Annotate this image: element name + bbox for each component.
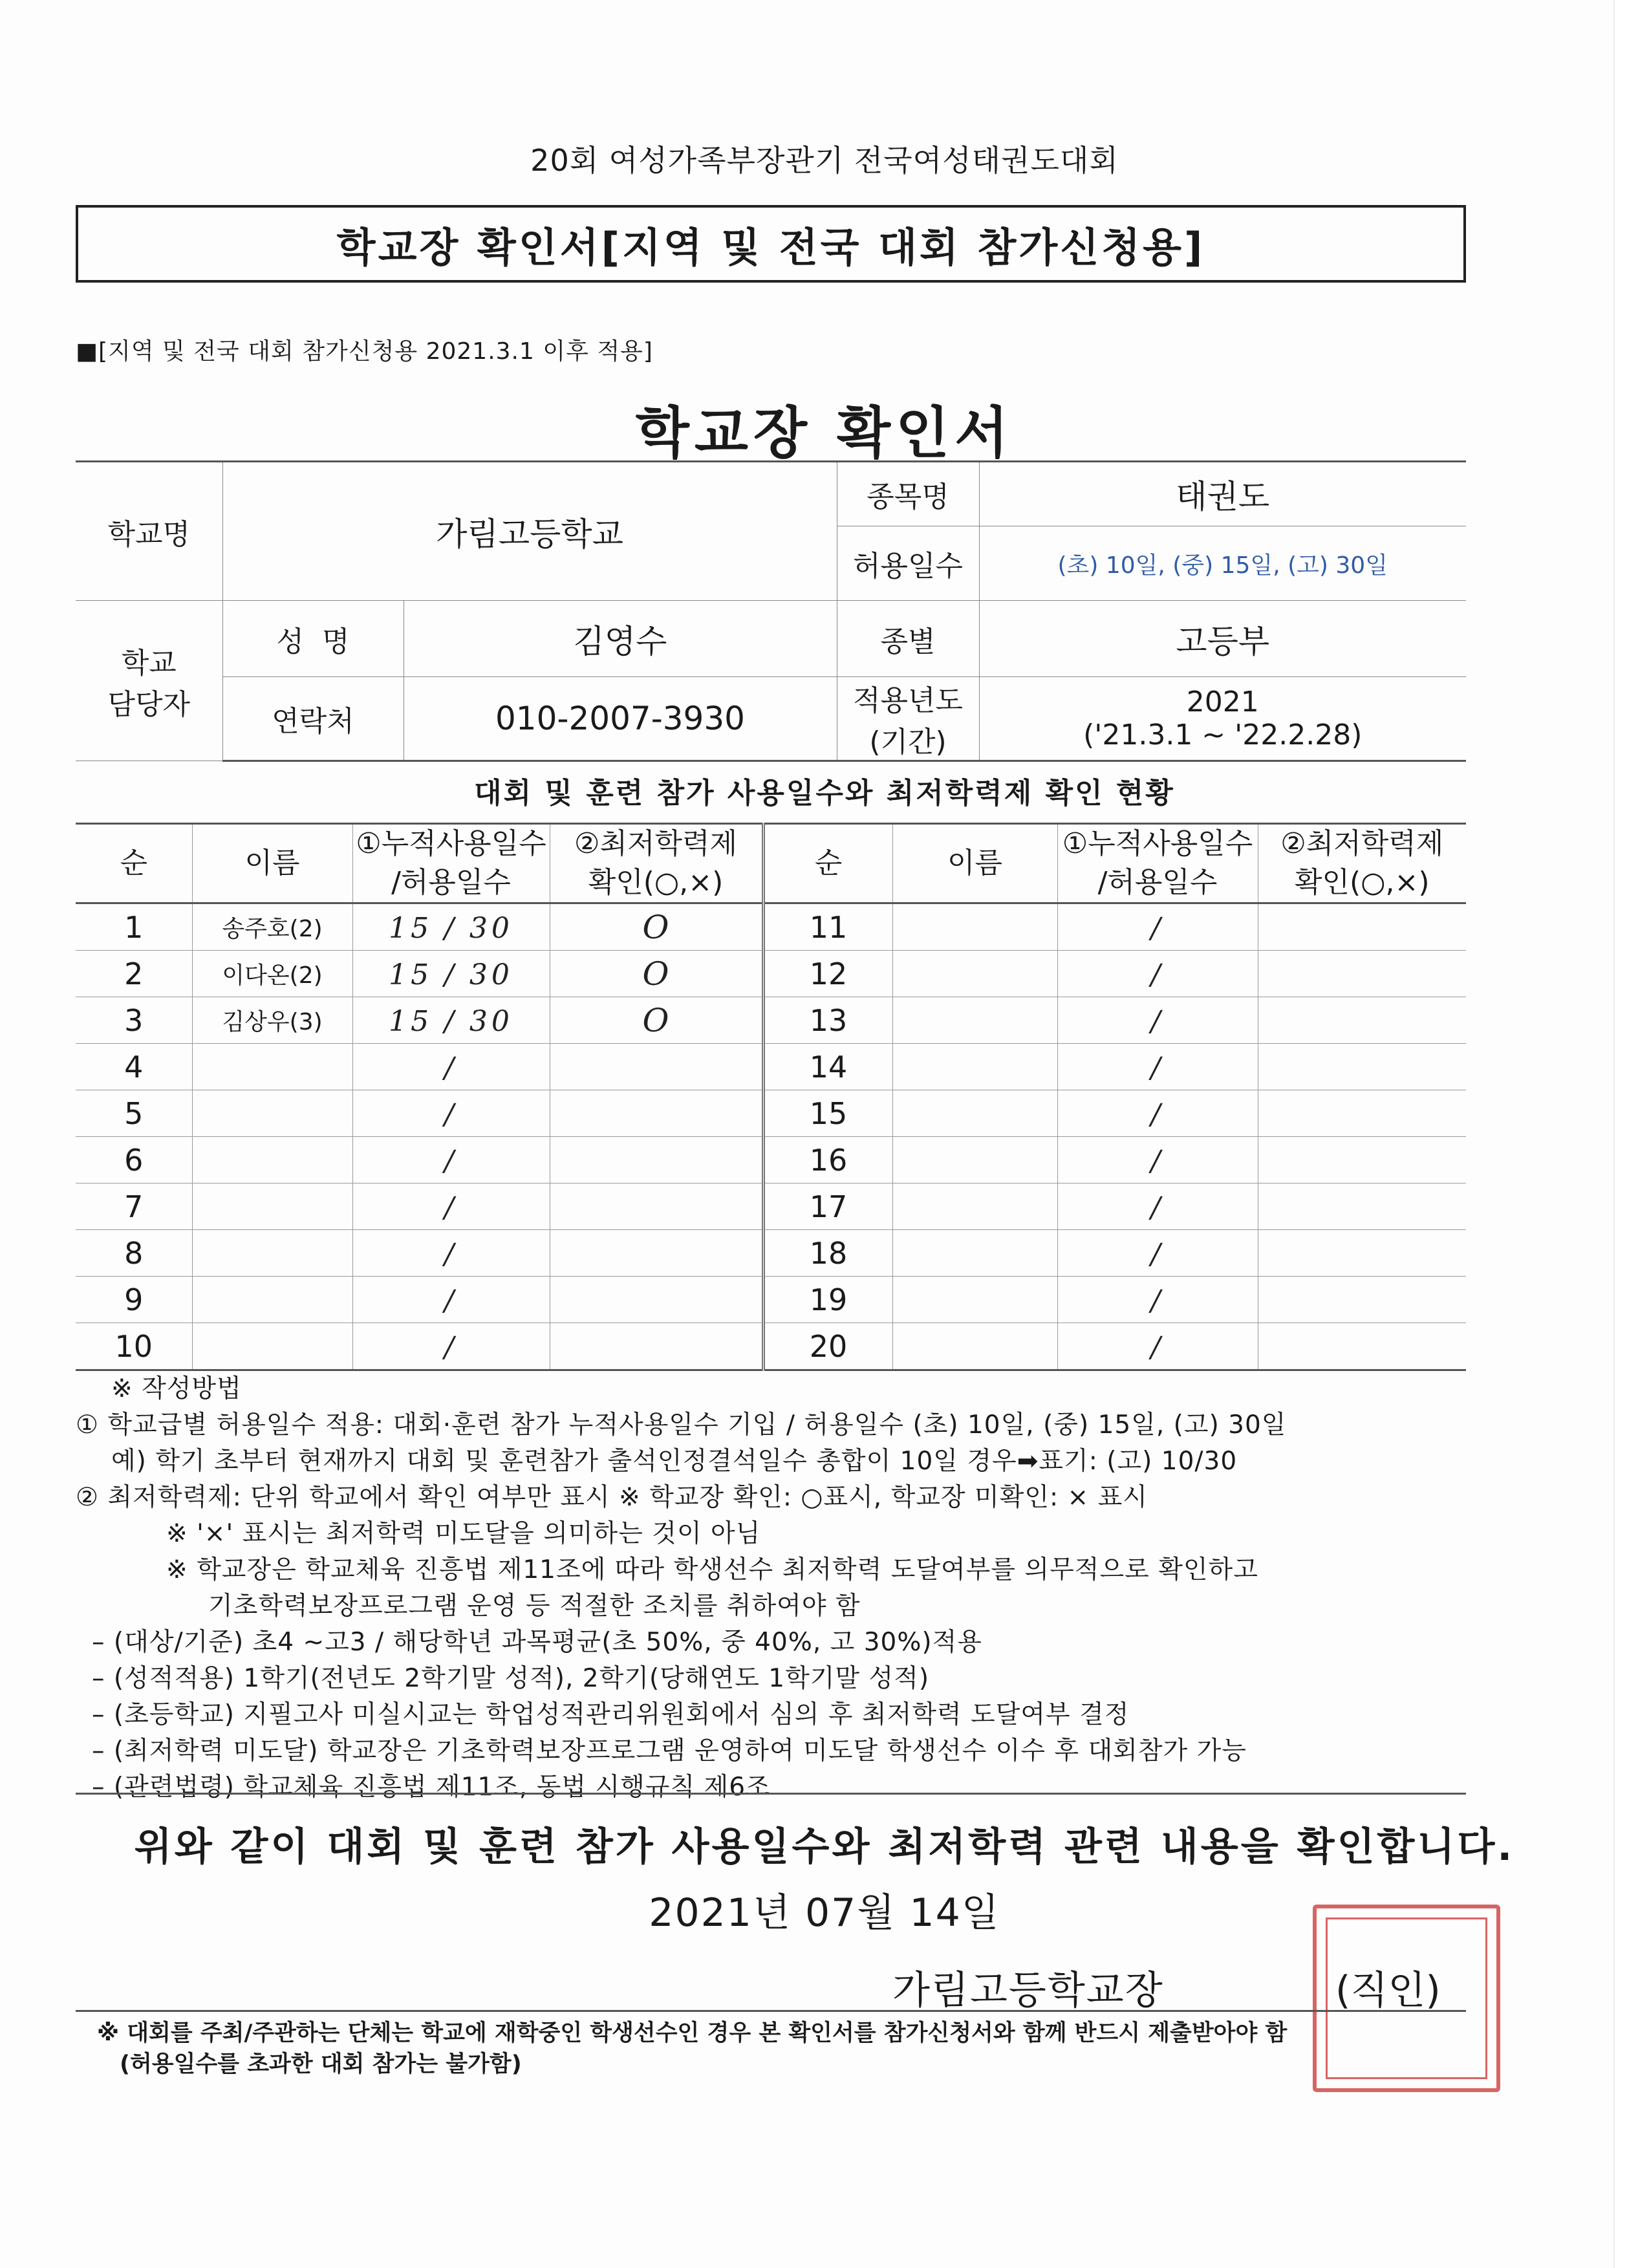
student-name	[892, 951, 1057, 997]
days-cell	[352, 903, 550, 951]
days-separator: /	[1150, 958, 1165, 991]
issue-date: 2021년 07월 14일	[649, 1890, 1000, 1936]
row-number: 19	[763, 1277, 892, 1323]
student-name	[892, 1323, 1057, 1370]
days-separator: /	[444, 1284, 458, 1317]
status-title: 대회 및 훈련 참가 사용일수와 최저학력제 확인 현황	[474, 777, 1175, 810]
student-name	[192, 1183, 352, 1230]
table-row	[76, 1230, 1466, 1277]
student-name	[192, 1090, 352, 1137]
year-value-line1: 2021	[1186, 686, 1259, 718]
days-separator: /	[444, 1237, 458, 1271]
days-cell	[1057, 1277, 1258, 1323]
allowed-days: 30	[469, 911, 513, 945]
days-cell	[1057, 1323, 1258, 1370]
academic-check	[550, 1277, 763, 1323]
year-value	[979, 677, 1466, 761]
used-days: 15	[389, 1004, 433, 1038]
school-value: 가림고등학교	[222, 462, 837, 601]
days-cell	[1057, 1090, 1258, 1137]
row-number: 2	[76, 951, 192, 997]
info-table	[76, 460, 1466, 762]
days-cell	[352, 1044, 550, 1090]
academic-check	[550, 903, 763, 951]
howto-section	[76, 1371, 1485, 1806]
howto-line: ※ '×' 표시는 최저학력 미도달을 의미하는 것이 아님	[166, 1519, 761, 1548]
academic-check	[550, 1090, 763, 1137]
days-cell	[352, 1277, 550, 1323]
student-name	[892, 1137, 1057, 1183]
col-academic-header-right	[1258, 824, 1466, 903]
student-name	[192, 1323, 352, 1370]
row-number: 15	[763, 1090, 892, 1137]
days-separator: /	[444, 911, 458, 945]
row-number: 6	[76, 1137, 192, 1183]
allowed-days-label: 허용일수	[837, 526, 979, 601]
academic-check	[1258, 997, 1466, 1044]
roster-table	[76, 823, 1466, 1371]
days-separator: /	[444, 1097, 458, 1131]
days-header-line2-right: /허용일수	[1097, 866, 1218, 899]
howto-title: ※ 작성방법	[111, 1374, 242, 1403]
table-row	[76, 1183, 1466, 1230]
name-label: 성 명	[222, 601, 404, 677]
academic-check	[550, 1183, 763, 1230]
student-name	[892, 1090, 1057, 1137]
row-number: 9	[76, 1277, 192, 1323]
table-row	[76, 1090, 1466, 1137]
days-cell	[1057, 1183, 1258, 1230]
academic-check	[550, 1137, 763, 1183]
academic-header-line1: ②최저학력제	[574, 827, 737, 860]
days-cell	[1057, 951, 1258, 997]
howto-line: – (대상/기준) 초4 ~고3 / 해당학년 과목평균(초 50%, 중 40%, 고 30%)적용	[92, 1628, 982, 1657]
event-title: 20회 여성가족부장관기 전국여성태권도대회	[530, 143, 1119, 178]
footer-line2: (허용일수를 초과한 대회 참가는 불가함)	[120, 2051, 522, 2077]
footer-line1: ※ 대회를 주최/주관하는 단체는 학교에 재학중인 학생선수인 경우 본 확인서를 참가신청서와 함께 반드시 제출받아야 함	[97, 2020, 1288, 2046]
manager-label-line1: 학교	[121, 646, 177, 680]
col-days-header	[352, 824, 550, 903]
year-label	[837, 677, 979, 761]
days-cell	[352, 1323, 550, 1370]
academic-check	[1258, 1044, 1466, 1090]
days-separator: /	[1150, 911, 1165, 945]
days-header-line1-right: ①누적사용일수	[1062, 827, 1253, 860]
howto-line: ① 학교급별 허용일수 적용: 대회·훈련 참가 누적사용일수 기입 / 허용일수 (초) 10일, (중) 15일, (고) 30일	[76, 1410, 1287, 1440]
student-name	[892, 1183, 1057, 1230]
col-days-header-right	[1057, 824, 1258, 903]
contact-value: 010-2007-3930	[404, 677, 837, 761]
row-number: 14	[763, 1044, 892, 1090]
academic-check	[550, 1044, 763, 1090]
allowed-days: 30	[469, 1004, 513, 1038]
student-name	[892, 1230, 1057, 1277]
confirmation-statement: 위와 같이 대회 및 훈련 참가 사용일수와 최저학력 관련 내용을 확인합니다.	[134, 1824, 1515, 1870]
academic-check	[1258, 1137, 1466, 1183]
student-name	[892, 903, 1057, 951]
year-value-line2: ('21.3.1 ~ '22.2.28)	[1083, 718, 1363, 751]
col-no-header-right: 순	[763, 824, 892, 903]
allowed-days-value: (초) 10일, (중) 15일, (고) 30일	[979, 526, 1466, 601]
days-header-line2: /허용일수	[391, 866, 511, 899]
division-label: 종별	[837, 601, 979, 677]
row-number: 1	[76, 903, 192, 951]
academic-check	[550, 1323, 763, 1370]
table-row	[76, 1277, 1466, 1323]
howto-line: 예) 학기 초부터 현재까지 대회 및 훈련참가 출석인정결석일수 총합이 10일 경우➡표기: (고) 10/30	[111, 1447, 1238, 1476]
days-separator: /	[444, 1051, 458, 1085]
academic-check-mark: O	[642, 955, 669, 993]
days-separator: /	[444, 1191, 458, 1224]
row-number: 5	[76, 1090, 192, 1137]
howto-line: – (최저학력 미도달) 학교장은 기초학력보장프로그램 운영하여 미도달 학생선수 이수 후 대회참가 가능	[92, 1736, 1247, 1766]
student-name	[192, 1230, 352, 1277]
howto-line: 기초학력보장프로그램 운영 등 적절한 조치를 취하여야 함	[208, 1592, 861, 1621]
col-name-header-right: 이름	[892, 824, 1057, 903]
row-number: 8	[76, 1230, 192, 1277]
divider	[76, 1793, 1466, 1795]
col-name-header: 이름	[192, 824, 352, 903]
howto-line: ② 최저학력제: 단위 학교에서 확인 여부만 표시 ※ 학교장 확인: ○표시, 학교장 미확인: × 표시	[76, 1483, 1148, 1512]
main-title: 학교장 확인서	[635, 401, 1014, 466]
days-separator: /	[1150, 1004, 1165, 1038]
sport-label: 종목명	[837, 462, 979, 526]
academic-check	[550, 997, 763, 1044]
academic-check	[550, 1230, 763, 1277]
student-name: 이다온(2)	[192, 951, 352, 997]
sport-value: 태권도	[979, 462, 1466, 526]
academic-check	[1258, 1230, 1466, 1277]
student-name	[892, 1044, 1057, 1090]
rule-note: ■[지역 및 전국 대회 참가신청용 2021.3.1 이후 적용]	[76, 338, 653, 365]
howto-line: – (초등학교) 지필고사 미실시교는 학업성적관리위원회에서 심의 후 최저학력 도달여부 결정	[92, 1700, 1130, 1729]
academic-header-line2-right: 확인(○,×)	[1294, 866, 1430, 899]
seal-mark: (직인)	[1335, 1968, 1441, 2013]
days-header-line1: ①누적사용일수	[356, 827, 546, 860]
footer-note	[97, 2018, 1487, 2080]
howto-line: – (관련법령) 학교체육 진흥법 제11조, 동법 시행규칙 제6조	[92, 1773, 771, 1802]
days-separator: /	[444, 1330, 458, 1364]
row-number: 7	[76, 1183, 192, 1230]
student-name: 김상우(3)	[192, 997, 352, 1044]
table-row	[76, 951, 1466, 997]
days-cell	[1057, 1137, 1258, 1183]
academic-check	[1258, 1183, 1466, 1230]
academic-check	[1258, 1090, 1466, 1137]
student-name: 송주호(2)	[192, 903, 352, 951]
days-separator: /	[1150, 1237, 1165, 1271]
student-name	[192, 1277, 352, 1323]
days-cell	[1057, 1230, 1258, 1277]
days-separator: /	[1150, 1051, 1165, 1085]
academic-check	[1258, 1323, 1466, 1370]
row-number: 17	[763, 1183, 892, 1230]
row-number: 16	[763, 1137, 892, 1183]
row-number: 11	[763, 903, 892, 951]
row-number: 3	[76, 997, 192, 1044]
table-row	[76, 903, 1466, 951]
days-cell	[352, 1183, 550, 1230]
academic-check-mark: O	[642, 908, 669, 946]
used-days: 15	[389, 958, 433, 991]
days-cell	[352, 1230, 550, 1277]
year-label-line1: 적용년도	[852, 684, 963, 717]
manager-label	[76, 601, 222, 761]
days-separator: /	[1150, 1284, 1165, 1317]
year-label-line2: (기간)	[869, 726, 947, 759]
days-separator: /	[444, 1004, 458, 1038]
col-academic-header	[550, 824, 763, 903]
academic-check-mark: O	[642, 1001, 669, 1039]
student-name	[892, 997, 1057, 1044]
name-value: 김영수	[404, 601, 837, 677]
academic-check	[1258, 951, 1466, 997]
days-separator: /	[444, 1144, 458, 1178]
table-row	[76, 997, 1466, 1044]
days-separator: /	[1150, 1191, 1165, 1224]
days-cell	[1057, 903, 1258, 951]
days-cell	[1057, 997, 1258, 1044]
manager-label-line2: 담당자	[107, 687, 190, 721]
table-row	[76, 1323, 1466, 1370]
division-value: 고등부	[979, 601, 1466, 677]
days-separator: /	[1150, 1330, 1165, 1364]
days-cell	[352, 951, 550, 997]
academic-check	[550, 951, 763, 997]
used-days: 15	[389, 911, 433, 945]
row-number: 13	[763, 997, 892, 1044]
academic-check	[1258, 1277, 1466, 1323]
academic-check	[1258, 903, 1466, 951]
days-cell	[1057, 1044, 1258, 1090]
student-name	[192, 1137, 352, 1183]
row-number: 12	[763, 951, 892, 997]
principal-signature: 가림고등학교장	[892, 1968, 1164, 2013]
days-separator: /	[1150, 1144, 1165, 1178]
days-cell	[352, 1137, 550, 1183]
student-name	[892, 1277, 1057, 1323]
academic-header-line1-right: ②최저학력제	[1280, 827, 1444, 860]
days-cell	[352, 997, 550, 1044]
contact-label: 연락처	[222, 677, 404, 761]
row-number: 10	[76, 1323, 192, 1370]
howto-line: ※ 학교장은 학교체육 진흥법 제11조에 따라 학생선수 최저학력 도달여부를 의무적으로 확인하고	[166, 1555, 1258, 1584]
academic-header-line2: 확인(○,×)	[588, 866, 724, 899]
days-separator: /	[1150, 1097, 1165, 1131]
row-number: 18	[763, 1230, 892, 1277]
form-title-box: 학교장 확인서[지역 및 전국 대회 참가신청용]	[76, 205, 1466, 283]
divider	[76, 2010, 1466, 2012]
days-separator: /	[444, 958, 458, 991]
roster-header-row	[76, 824, 1466, 903]
school-label: 학교명	[76, 462, 222, 601]
table-row	[76, 1137, 1466, 1183]
student-name	[192, 1044, 352, 1090]
col-no-header: 순	[76, 824, 192, 903]
row-number: 20	[763, 1323, 892, 1370]
days-cell	[352, 1090, 550, 1137]
howto-line: – (성적적용) 1학기(전년도 2학기말 성적), 2학기(당해연도 1학기말 성적)	[92, 1664, 930, 1693]
row-number: 4	[76, 1044, 192, 1090]
table-row	[76, 1044, 1466, 1090]
allowed-days: 30	[469, 958, 513, 991]
